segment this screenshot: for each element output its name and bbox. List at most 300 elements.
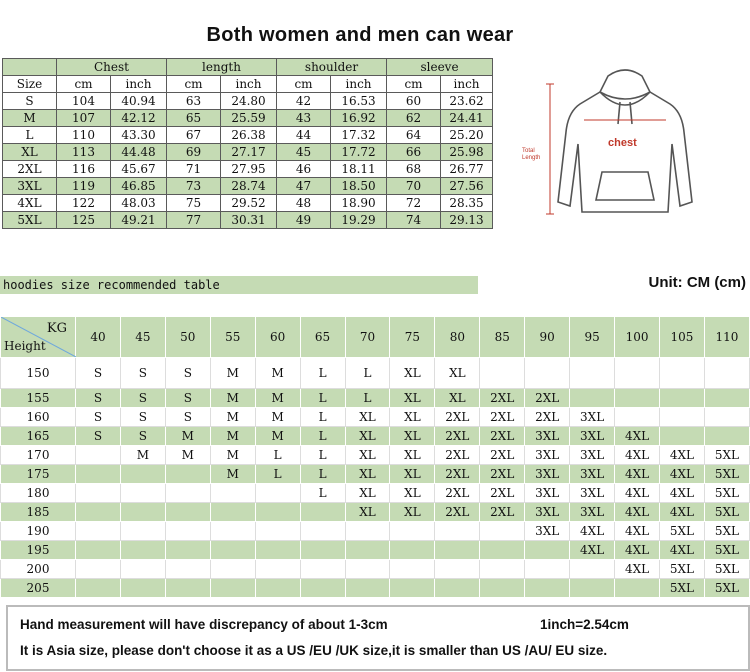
discrepancy-note: Hand measurement will have discrepancy of about 1-3cm: [20, 617, 388, 632]
recommend-cell: L: [300, 446, 345, 465]
size-table-size-cell: M: [3, 110, 57, 127]
recommend-cell: 4XL: [615, 541, 660, 560]
recommend-cell: 5XL: [659, 560, 704, 579]
weight-header: 90: [525, 317, 570, 358]
size-table-cell: 44.48: [111, 144, 167, 161]
size-table-cell: 47: [277, 178, 331, 195]
recommend-cell: 4XL: [570, 522, 615, 541]
size-table-cell: 113: [57, 144, 111, 161]
recommend-cell: [525, 579, 570, 598]
size-table-cell: 17.72: [331, 144, 387, 161]
height-cell: 180: [1, 484, 76, 503]
recommend-cell: [345, 522, 390, 541]
recommend-cell: M: [210, 465, 255, 484]
recommend-cell: [76, 484, 121, 503]
size-table-cell: 27.56: [441, 178, 493, 195]
recommend-cell: [120, 503, 165, 522]
recommend-cell: [255, 579, 300, 598]
recommend-cell: [165, 560, 210, 579]
size-table-unit-header: inch: [221, 76, 277, 93]
size-table-cell: 16.53: [331, 93, 387, 110]
weight-header: 85: [480, 317, 525, 358]
recommend-cell: [659, 408, 704, 427]
size-table-cell: 46: [277, 161, 331, 178]
size-table-cell: 44: [277, 127, 331, 144]
recommend-row: [1, 465, 750, 484]
height-cell: 195: [1, 541, 76, 560]
recommend-row: [1, 389, 750, 408]
recommend-cell: [255, 522, 300, 541]
recommend-cell: [659, 389, 704, 408]
recommend-cell: 5XL: [704, 560, 749, 579]
size-table-cell: 72: [387, 195, 441, 212]
recommend-cell: S: [165, 389, 210, 408]
recommend-cell: [165, 579, 210, 598]
recommend-cell: [525, 560, 570, 579]
size-table-cell: 104: [57, 93, 111, 110]
recommend-cell: [300, 503, 345, 522]
recommend-cell: [255, 560, 300, 579]
recommend-cell: M: [255, 408, 300, 427]
recommend-cell: [435, 560, 480, 579]
recommend-cell: [210, 579, 255, 598]
recommend-cell: [210, 560, 255, 579]
recommend-cell: M: [210, 389, 255, 408]
weight-header: 75: [390, 317, 435, 358]
size-table-cell: 49.21: [111, 212, 167, 229]
size-table-cell: 122: [57, 195, 111, 212]
recommend-cell: 2XL: [435, 503, 480, 522]
recommend-cell: XL: [345, 484, 390, 503]
recommend-cell: S: [120, 408, 165, 427]
recommend-cell: [76, 446, 121, 465]
recommend-cell: S: [76, 427, 121, 446]
recommend-cell: [570, 358, 615, 389]
recommend-cell: [345, 579, 390, 598]
size-table-row: [3, 127, 493, 144]
recommend-cell: M: [120, 446, 165, 465]
recommend-cell: XL: [390, 427, 435, 446]
recommend-cell: XL: [390, 446, 435, 465]
size-table-unit-header: cm: [57, 76, 111, 93]
size-table-cell: 119: [57, 178, 111, 195]
weight-header: 60: [255, 317, 300, 358]
size-table-group-row: [3, 59, 493, 76]
recommend-cell: [480, 560, 525, 579]
total-length-label-1: Total: [522, 148, 535, 154]
height-cell: 205: [1, 579, 76, 598]
recommend-cell: [210, 541, 255, 560]
recommend-cell: [390, 541, 435, 560]
size-recommend-table: [0, 316, 750, 598]
recommend-cell: [76, 541, 121, 560]
recommend-cell: [435, 579, 480, 598]
size-table-unit-header: inch: [441, 76, 493, 93]
size-table-cell: 24.80: [221, 93, 277, 110]
weight-header: 70: [345, 317, 390, 358]
recommend-cell: M: [165, 427, 210, 446]
recommend-cell: [390, 522, 435, 541]
size-table-cell: 25.98: [441, 144, 493, 161]
size-table-cell: 68: [387, 161, 441, 178]
recommend-cell: L: [300, 408, 345, 427]
recommend-cell: L: [345, 358, 390, 389]
hoodie-diagram: [520, 62, 730, 232]
page-title: Both women and men can wear: [206, 24, 514, 46]
size-table-cell: 17.32: [331, 127, 387, 144]
recommend-cell: 2XL: [435, 484, 480, 503]
recommend-cell: M: [255, 427, 300, 446]
weight-header: 80: [435, 317, 480, 358]
size-table-size-cell: S: [3, 93, 57, 110]
size-table-cell: 43: [277, 110, 331, 127]
recommend-cell: 2XL: [435, 427, 480, 446]
recommend-cell: [255, 541, 300, 560]
recommend-cell: 2XL: [480, 408, 525, 427]
recommend-cell: [704, 427, 749, 446]
size-table-cell: 28.35: [441, 195, 493, 212]
recommend-cell: [704, 389, 749, 408]
size-table-cell: 48: [277, 195, 331, 212]
recommend-cell: 3XL: [525, 446, 570, 465]
recommend-cell: L: [300, 465, 345, 484]
height-cell: 185: [1, 503, 76, 522]
size-table-cell: 75: [167, 195, 221, 212]
asia-size-note: It is Asia size, please don't choose it as a US /EU /UK size,it is smaller than US /AU/ EU size.: [20, 643, 608, 658]
recommend-cell: 4XL: [659, 465, 704, 484]
recommend-cell: [300, 560, 345, 579]
recommend-row: [1, 484, 750, 503]
size-table-cell: 116: [57, 161, 111, 178]
weight-header: 50: [165, 317, 210, 358]
recommend-cell: [615, 579, 660, 598]
recommend-cell: [659, 358, 704, 389]
recommend-cell: [480, 358, 525, 389]
recommend-cell: 3XL: [525, 484, 570, 503]
recommend-cell: 5XL: [704, 446, 749, 465]
recommend-cell: 2XL: [480, 427, 525, 446]
recommend-cell: [210, 484, 255, 503]
size-table-size-cell: 2XL: [3, 161, 57, 178]
kg-label: KG: [46, 321, 67, 336]
recommend-cell: [210, 503, 255, 522]
recommend-cell: [120, 484, 165, 503]
recommend-row: [1, 503, 750, 522]
recommend-cell: 5XL: [659, 579, 704, 598]
size-table-size-cell: 3XL: [3, 178, 57, 195]
size-table-unit-header: cm: [387, 76, 441, 93]
recommend-cell: [76, 579, 121, 598]
recommend-cell: [345, 541, 390, 560]
size-table-row: [3, 144, 493, 161]
size-table-cell: 46.85: [111, 178, 167, 195]
recommend-cell: [120, 522, 165, 541]
weight-header: 105: [659, 317, 704, 358]
recommend-cell: 2XL: [480, 446, 525, 465]
size-table-unit-header: cm: [277, 76, 331, 93]
weight-header: 45: [120, 317, 165, 358]
recommend-cell: [570, 579, 615, 598]
recommend-cell: 2XL: [480, 465, 525, 484]
size-table-group-header: shoulder: [277, 59, 387, 76]
recommend-row: [1, 522, 750, 541]
recommend-row: [1, 446, 750, 465]
size-table-cell: 16.92: [331, 110, 387, 127]
recommend-row: [1, 560, 750, 579]
recommend-cell: [165, 484, 210, 503]
recommend-cell: M: [210, 358, 255, 389]
recommend-cell: XL: [345, 503, 390, 522]
recommend-cell: [165, 522, 210, 541]
recommend-cell: S: [120, 389, 165, 408]
size-table-cell: 66: [387, 144, 441, 161]
recommend-cell: L: [255, 465, 300, 484]
size-table-size-cell: 5XL: [3, 212, 57, 229]
size-table-cell: 125: [57, 212, 111, 229]
recommend-cell: 4XL: [615, 503, 660, 522]
height-label: Height: [4, 339, 46, 353]
size-table-row: [3, 161, 493, 178]
recommend-cell: 3XL: [525, 503, 570, 522]
recommend-cell: 3XL: [525, 522, 570, 541]
recommend-cell: [570, 560, 615, 579]
recommend-cell: 4XL: [615, 465, 660, 484]
recommend-cell: [615, 358, 660, 389]
weight-header: 65: [300, 317, 345, 358]
recommend-cell: [76, 465, 121, 484]
recommend-row: [1, 408, 750, 427]
recommend-cell: [300, 522, 345, 541]
size-table-size-cell: 4XL: [3, 195, 57, 212]
total-length-label-2: Length: [522, 155, 541, 161]
recommend-cell: 2XL: [435, 408, 480, 427]
recommend-cell: [120, 579, 165, 598]
recommend-cell: 5XL: [704, 465, 749, 484]
recommend-cell: 3XL: [570, 408, 615, 427]
size-table-cell: 27.95: [221, 161, 277, 178]
recommend-cell: [704, 358, 749, 389]
recommend-cell: 5XL: [704, 484, 749, 503]
recommend-cell: [435, 522, 480, 541]
recommend-table-corner: [1, 317, 76, 358]
size-table-cell: 26.77: [441, 161, 493, 178]
size-table-unit-row: [3, 76, 493, 93]
size-table-cell: 23.62: [441, 93, 493, 110]
recommend-cell: XL: [390, 358, 435, 389]
recommend-cell: XL: [390, 465, 435, 484]
recommend-cell: M: [255, 358, 300, 389]
recommend-cell: XL: [390, 389, 435, 408]
recommend-cell: [659, 427, 704, 446]
recommend-cell: [76, 503, 121, 522]
size-table-cell: 60: [387, 93, 441, 110]
height-cell: 190: [1, 522, 76, 541]
size-table-unit-header: inch: [331, 76, 387, 93]
height-cell: 165: [1, 427, 76, 446]
height-cell: 170: [1, 446, 76, 465]
size-table-cell: 40.94: [111, 93, 167, 110]
size-table-row: [3, 93, 493, 110]
size-table-cell: 26.38: [221, 127, 277, 144]
recommend-cell: [480, 522, 525, 541]
recommend-cell: 5XL: [704, 541, 749, 560]
recommend-cell: [615, 389, 660, 408]
recommend-cell: M: [255, 389, 300, 408]
recommend-cell: M: [210, 427, 255, 446]
size-table-group-header: Chest: [57, 59, 167, 76]
recommend-cell: S: [76, 358, 121, 389]
recommend-cell: 3XL: [525, 465, 570, 484]
size-table-cell: 27.17: [221, 144, 277, 161]
size-table-cell: 48.03: [111, 195, 167, 212]
recommend-cell: 4XL: [615, 522, 660, 541]
recommend-cell: 4XL: [659, 484, 704, 503]
size-table-cell: 110: [57, 127, 111, 144]
recommend-cell: XL: [345, 427, 390, 446]
recommend-cell: 5XL: [704, 579, 749, 598]
recommend-cell: 3XL: [570, 503, 615, 522]
recommend-cell: [210, 522, 255, 541]
height-cell: 155: [1, 389, 76, 408]
recommend-cell: 2XL: [435, 446, 480, 465]
recommend-cell: M: [210, 408, 255, 427]
recommend-cell: S: [120, 358, 165, 389]
size-table-cell: 45.67: [111, 161, 167, 178]
recommend-cell: [435, 541, 480, 560]
recommend-cell: 5XL: [659, 522, 704, 541]
recommend-cell: [120, 541, 165, 560]
size-table-cell: 74: [387, 212, 441, 229]
recommend-cell: 3XL: [570, 465, 615, 484]
size-table-cell: 24.41: [441, 110, 493, 127]
recommend-cell: L: [345, 389, 390, 408]
recommend-cell: XL: [390, 408, 435, 427]
recommend-cell: 3XL: [525, 427, 570, 446]
size-table-cell: 18.90: [331, 195, 387, 212]
size-table-cell: 67: [167, 127, 221, 144]
measurement-note: [6, 605, 750, 671]
recommend-cell: [300, 579, 345, 598]
recommend-cell: [480, 579, 525, 598]
size-table-cell: 18.50: [331, 178, 387, 195]
size-table-unit-header: inch: [111, 76, 167, 93]
recommend-cell: [525, 541, 570, 560]
recommend-cell: XL: [345, 446, 390, 465]
size-table-cell: 25.20: [441, 127, 493, 144]
recommend-cell: 2XL: [480, 484, 525, 503]
recommend-cell: 5XL: [704, 503, 749, 522]
recommend-cell: 4XL: [615, 446, 660, 465]
size-table-row: [3, 195, 493, 212]
size-table-cell: 65: [167, 110, 221, 127]
recommend-cell: [300, 541, 345, 560]
recommend-cell: 3XL: [570, 446, 615, 465]
recommend-row: [1, 579, 750, 598]
weight-header: 110: [704, 317, 749, 358]
recommend-cell: L: [255, 446, 300, 465]
size-measurement-table: [2, 58, 493, 229]
weight-header: 100: [615, 317, 660, 358]
size-table-cell: 19.29: [331, 212, 387, 229]
recommend-cell: [120, 465, 165, 484]
size-table-cell: 25.59: [221, 110, 277, 127]
recommend-cell: L: [300, 427, 345, 446]
recommend-cell: XL: [345, 465, 390, 484]
recommend-table-title: hoodies size recommended table: [0, 276, 478, 294]
size-table-cell: 30.31: [221, 212, 277, 229]
recommend-cell: XL: [435, 358, 480, 389]
size-table-cell: 18.11: [331, 161, 387, 178]
recommend-cell: M: [210, 446, 255, 465]
size-table-cell: 28.74: [221, 178, 277, 195]
height-cell: 150: [1, 358, 76, 389]
recommend-cell: XL: [435, 389, 480, 408]
size-table-group-header: length: [167, 59, 277, 76]
size-table-unit-header: cm: [167, 76, 221, 93]
size-table-row: [3, 110, 493, 127]
recommend-cell: 5XL: [704, 522, 749, 541]
recommend-cell: [165, 465, 210, 484]
size-table-cell: 62: [387, 110, 441, 127]
size-table-cell: 49: [277, 212, 331, 229]
recommend-cell: L: [300, 484, 345, 503]
recommend-cell: 2XL: [480, 503, 525, 522]
recommend-cell: 3XL: [570, 427, 615, 446]
chest-label: chest: [608, 137, 637, 149]
recommend-cell: S: [76, 408, 121, 427]
size-table-cell: 107: [57, 110, 111, 127]
recommend-cell: [345, 560, 390, 579]
size-table-cell: 43.30: [111, 127, 167, 144]
recommend-cell: 2XL: [525, 408, 570, 427]
size-column-header: Size: [3, 76, 57, 93]
recommend-cell: 4XL: [659, 503, 704, 522]
recommend-cell: 4XL: [615, 427, 660, 446]
recommend-cell: [525, 358, 570, 389]
recommend-cell: [480, 541, 525, 560]
recommend-cell: XL: [390, 484, 435, 503]
recommend-row: [1, 427, 750, 446]
recommend-cell: [390, 579, 435, 598]
recommend-cell: XL: [345, 408, 390, 427]
recommend-cell: XL: [390, 503, 435, 522]
unit-label: Unit: CM (cm): [648, 274, 746, 291]
recommend-cell: S: [165, 408, 210, 427]
size-table-cell: 69: [167, 144, 221, 161]
weight-header: 95: [570, 317, 615, 358]
inch-conversion-note: 1inch=2.54cm: [540, 617, 629, 632]
size-table-size-cell: L: [3, 127, 57, 144]
recommend-cell: [704, 408, 749, 427]
recommend-cell: S: [76, 389, 121, 408]
recommend-cell: S: [120, 427, 165, 446]
weight-header: 40: [76, 317, 121, 358]
size-table-cell: 73: [167, 178, 221, 195]
recommend-row: [1, 541, 750, 560]
recommend-cell: [165, 503, 210, 522]
recommend-cell: 2XL: [435, 465, 480, 484]
size-table-row: [3, 178, 493, 195]
height-cell: 160: [1, 408, 76, 427]
size-table-row: [3, 212, 493, 229]
recommend-cell: 2XL: [525, 389, 570, 408]
recommend-cell: [255, 503, 300, 522]
height-cell: 175: [1, 465, 76, 484]
recommend-cell: M: [165, 446, 210, 465]
size-table-cell: 42: [277, 93, 331, 110]
size-table-size-cell: XL: [3, 144, 57, 161]
recommend-weight-row: [1, 317, 750, 358]
